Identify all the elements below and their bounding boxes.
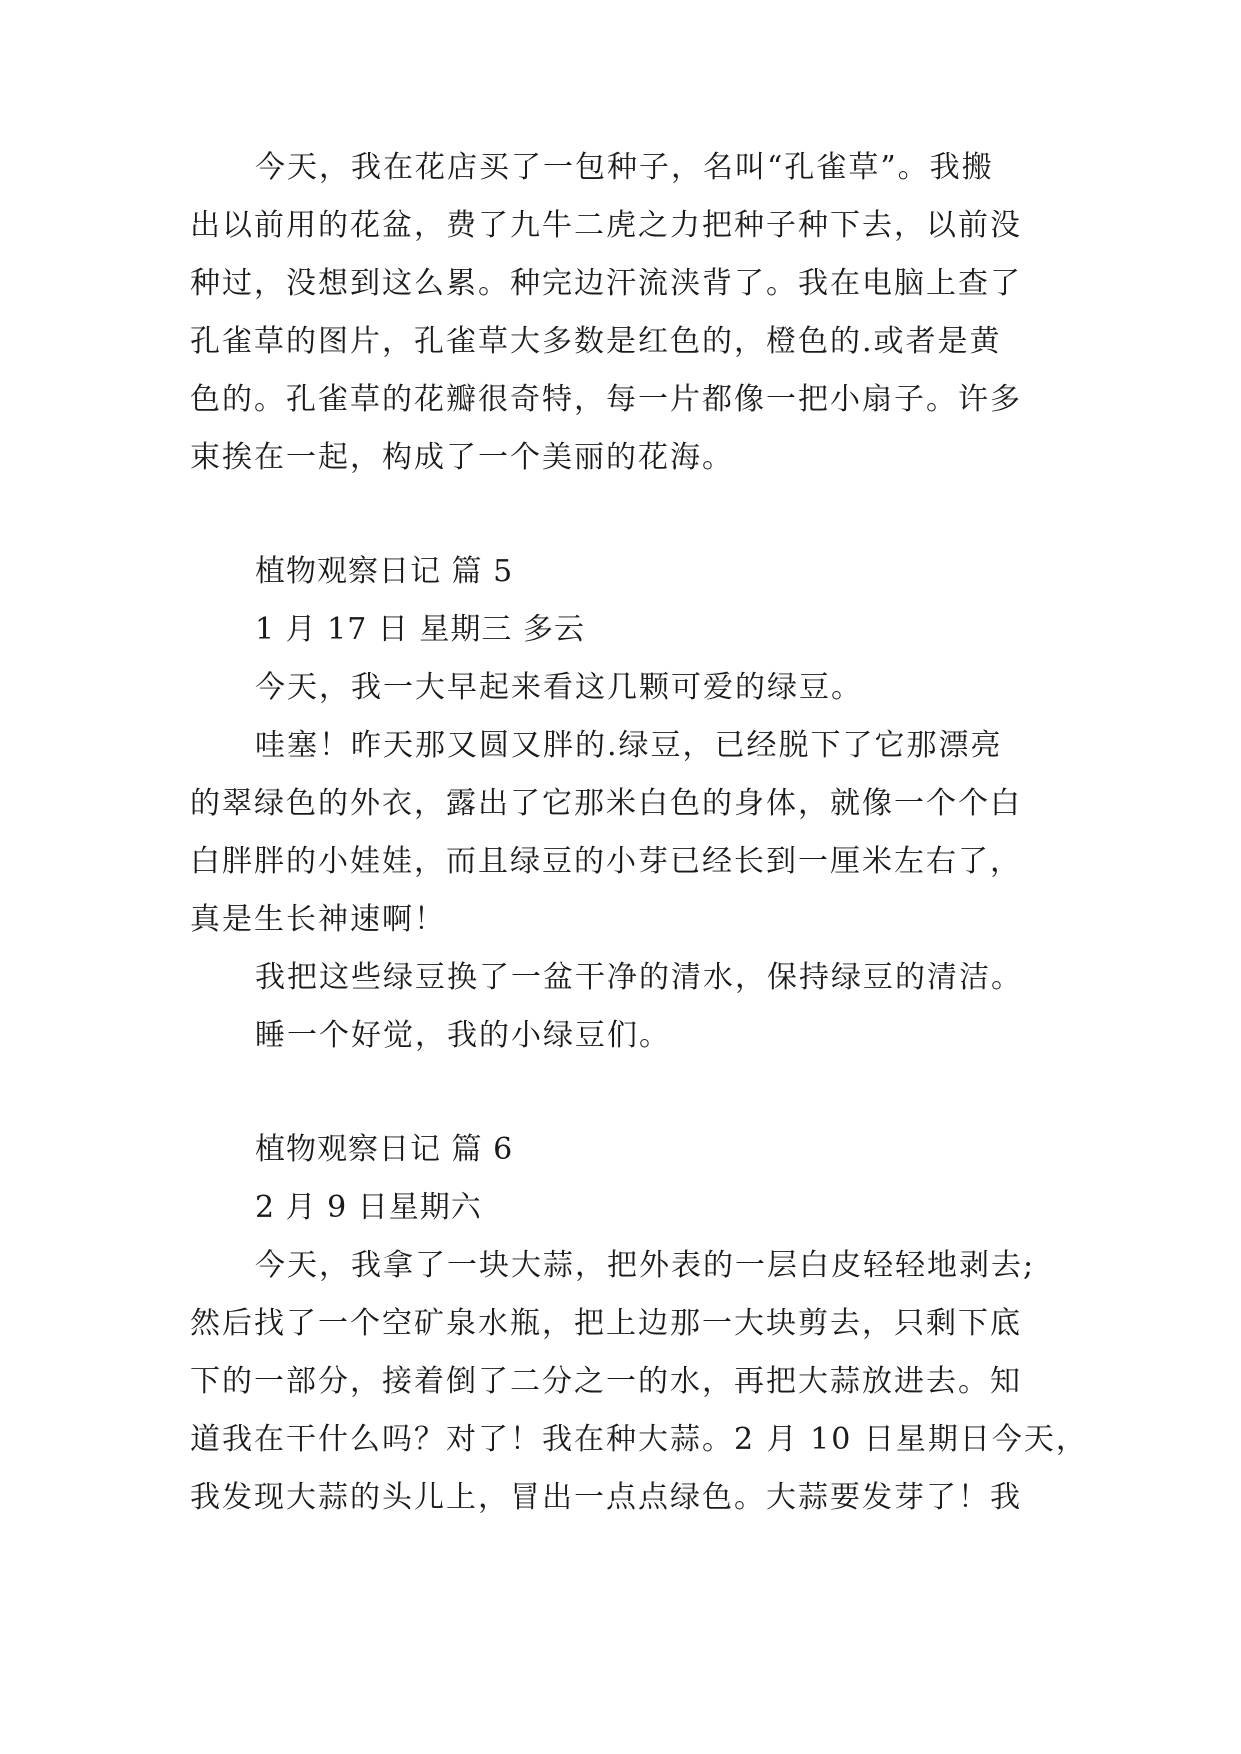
paragraph-line: 的翠绿色的外衣，露出了它那米白色的身体，就像一个个白 [190, 786, 1022, 821]
entry-date: 1 月 17 日 星期三 多云 [255, 612, 585, 647]
paragraph-line: 束挨在一起，构成了一个美丽的花海。 [190, 440, 734, 475]
entry-date: 2 月 9 日星期六 [255, 1190, 482, 1225]
paragraph-line: 然后找了一个空矿泉水瓶，把上边那一大块剪去，只剩下底 [190, 1306, 1022, 1341]
paragraph-line: 睡一个好觉，我的小绿豆们。 [255, 1018, 671, 1053]
paragraph-line: 种过，没想到这么累。种完边汗流浃背了。我在电脑上查了 [190, 266, 1022, 301]
paragraph-line: 孔雀草的图片，孔雀草大多数是红色的，橙色的.或者是黄 [190, 324, 1002, 359]
paragraph-line: 今天，我拿了一块大蒜，把外表的一层白皮轻轻地剥去; [255, 1248, 1036, 1283]
paragraph-line: 下的一部分，接着倒了二分之一的水，再把大蒜放进去。知 [190, 1364, 1022, 1399]
section-heading: 植物观察日记 篇 6 [255, 1132, 514, 1167]
paragraph-line: 真是生长神速啊！ [190, 902, 446, 937]
paragraph-line: 出以前用的花盆，费了九牛二虎之力把种子种下去，以前没 [190, 208, 1022, 243]
paragraph-line: 道我在干什么吗？对了！我在种大蒜。2 月 10 日星期日今天， [190, 1422, 1088, 1457]
paragraph-line: 今天，我一大早起来看这几颗可爱的绿豆。 [255, 670, 863, 705]
paragraph-line: 色的。孔雀草的花瓣很奇特，每一片都像一把小扇子。许多 [190, 382, 1022, 417]
paragraph-line: 我发现大蒜的头儿上，冒出一点点绿色。大蒜要发芽了！我 [190, 1480, 1022, 1515]
paragraph-line: 白胖胖的小娃娃，而且绿豆的小芽已经长到一厘米左右了， [190, 844, 1022, 879]
paragraph-line: 我把这些绿豆换了一盆干净的清水，保持绿豆的清洁。 [255, 960, 1023, 995]
paragraph-line: 今天，我在花店买了一包种子，名叫“孔雀草”。我搬 [255, 150, 994, 185]
paragraph-line: 哇塞！昨天那又圆又胖的.绿豆，已经脱下了它那漂亮 [255, 728, 1003, 763]
section-heading: 植物观察日记 篇 5 [255, 554, 514, 589]
